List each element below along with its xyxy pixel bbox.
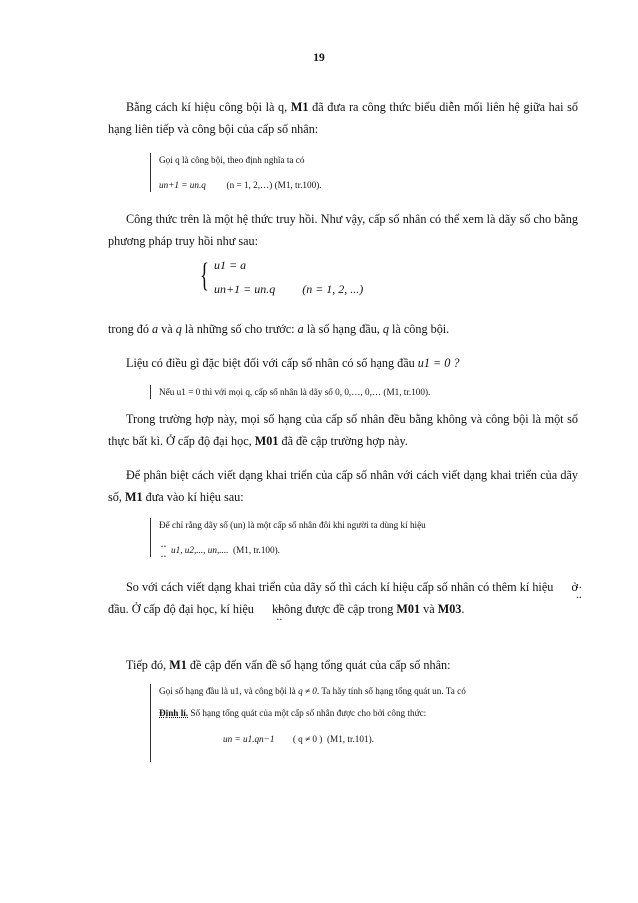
paragraph-8 [108,654,578,676]
p3-a: trong đó [108,322,153,336]
system-range: (n = 1, 2, ...) [302,282,364,296]
q4-cond: ( q ≠ 0 ) [292,734,323,744]
quote-1-line1: Gọi q là công bội, theo định nghĩa ta có [159,155,305,165]
quote-1-formula-row [159,178,322,192]
p6-m1: M1 [124,490,143,504]
q4-line1a: Gọi số hạng đầu là u1, và công bội là [159,686,296,696]
p7-end: . [461,602,465,616]
q4-line1b: q ≠ 0 [298,686,317,696]
system-eq2: un+1 = un.q [214,282,276,296]
paragraph-7 [108,576,578,620]
quote-4-line1 [159,684,466,698]
p3-d: là số hạng đầu, [303,322,383,336]
quote-4-formula-row [159,732,466,746]
p7-a: So với cách viết dạng khai triển của dãy số thì cách kí hiệu cấp số nhân có thêm kí hiệu [126,580,554,594]
q4-def-text: Số hạng tổng quát của một cấp số nhân được cho bởi công thức: [188,708,427,718]
p8-a: Tiếp đó, [126,658,170,672]
system-eq2-row [214,282,363,297]
p5-a: Trong trường hợp này, mọi số hạng của cấp số nhân đều bằng không và công bội là một số thực bất kì. Ở cấp độ đại học, [108,412,578,448]
quote-3-cite: (M1, tr.100). [233,545,280,555]
quote-3 [150,518,426,557]
p4-text: Liệu có điều gì đặc biệt đối với cấp số nhân có số hạng đầu [126,356,415,370]
quote-3-formula-row [159,543,426,557]
quote-1-cite: (M1, tr.100). [274,180,322,190]
p7-b: ở đầu. Ở cấp độ đại học, kí hiệu [108,580,578,616]
quote-1-range: (n = 1, 2,…) [226,180,273,190]
paragraph-4 [108,352,578,374]
quote-4-definition [159,706,466,720]
p3-e: là công bội. [388,322,450,336]
p1-m1: M1 [290,100,309,114]
p3-b: và [158,322,176,336]
p7-m01: M01 [396,602,421,616]
q4-formula: un = u1.qn−1 [223,734,275,744]
p4-formula: u1 = 0 ? [417,356,460,370]
p7-m03: M03 [437,602,462,616]
q4-cite: (M1, tr.101). [326,734,374,744]
quote-1-formula: un+1 = un.q [159,180,206,190]
quote-2 [150,385,430,399]
quote-3-formula: u1, u2,..., un,.... [171,545,229,555]
quote-1 [150,153,322,192]
p8-b: đề cập đến vấn đề số hạng tổng quát của cấp số nhân: [186,658,451,672]
brace-icon: { [200,257,209,294]
paragraph-1 [108,96,578,140]
p6-b: đưa vào kí hiệu sau: [142,490,244,504]
system-eq1: u1 = a [214,258,247,272]
paragraph-5 [108,408,578,452]
quote-2-line: Nếu u1 = 0 thì với mọi q, cấp số nhân là dãy số 0, 0,…, 0,… (M1, tr.100). [159,387,431,397]
p5-b: đã đề cập trường hợp này. [278,434,408,448]
p6-a: Để phân biệt cách viết dạng khai triển của cấp số nhân với cách viết dạng khai triển của dãy số, [108,468,578,504]
geometric-sequence-symbol-icon [556,582,568,594]
p7-c: không được đề cập trong [271,602,394,616]
quote-3-line1: Để chỉ rằng dãy số (un) là một cấp số nhân đôi khi người ta dùng kí hiệu [159,520,426,530]
p8-m1: M1 [169,658,187,672]
paragraph-3: trong đó a và q là những số cho trước: a là số hạng đầu, q là công bội. [108,322,450,336]
p3-c: là những số cho trước: [181,322,298,336]
p1-text-a: Bằng cách kí hiệu công bội là q, [126,100,291,114]
p1-text-b: đã đưa ra công thức biểu diễn mối liên hệ giữa hai số hạng liên tiếp và công bội của cấp số nhân: [108,100,578,136]
q4-def-label: Định lí. [159,708,189,718]
p7-and: và [423,602,435,616]
paragraph-6 [108,464,578,508]
q4-line1c: . Ta hãy tính số hạng tổng quát un. Ta có [316,686,466,696]
geometric-sequence-symbol-icon [159,545,171,557]
p5-m01: M01 [254,434,279,448]
paragraph-2: Công thức trên là một hệ thức truy hồi. Như vậy, cấp số nhân có thể xem là dãy số cho bằng phương pháp truy hồi như sau: [108,212,578,248]
page-number: 19 [313,52,325,64]
geometric-sequence-symbol-icon [257,604,269,616]
quote-4 [150,684,466,762]
